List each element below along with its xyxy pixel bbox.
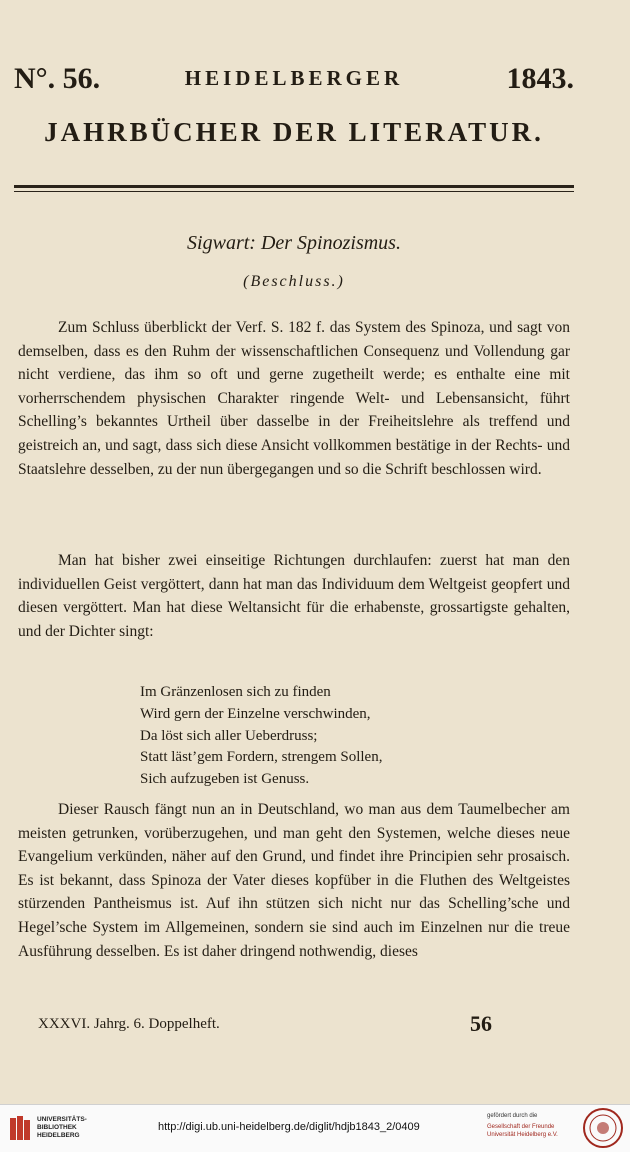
permalink-url[interactable]: http://digi.ub.uni-heidelberg.de/diglit/hdjb1843_2/0409 [158, 1121, 420, 1133]
signature-mark: XXXVI. Jahrg. 6. Doppelheft. [38, 1016, 220, 1032]
paragraph-3 [18, 798, 570, 963]
paragraph-2 [18, 549, 570, 643]
library-name-line: HEIDELBERG [37, 1132, 80, 1139]
sponsor-name[interactable] [487, 1123, 558, 1139]
poem-line: Sich aufzugeben ist Genuss. [140, 771, 310, 788]
library-name-line: BIBLIOTHEK [37, 1124, 77, 1131]
issue-year: 1843. [506, 62, 574, 95]
poem-line: Wird gern der Einzelne verschwinden, [140, 705, 371, 722]
article-subtitle: (Beschluss.) [243, 273, 345, 290]
paragraph-1-text: Zum Schluss überblickt der Verf. S. 182 f. das System des Spinoza, und sagt von demselben, dass es den Ruhm der wissenschaftlichen Consequenz und Vollendung gar nicht verdiene, das ihm so oft und gerne zugetheilt werde; es enthalte eine mit vorherrschendem physischen Charakter ringende Welt- und Lebensansicht, führt Schelling’s bekanntes Urtheil über dasselbe in der Freiheitslehre als treffend und geistreich an, und sagt, dass sich diese Ansicht vollkommen bestätige in der Rechts- und Staatslehre desselben, zu der nun übergegangen und so die Schrift beschlossen wird. [18, 319, 570, 478]
paragraph-3-text: Dieser Rausch fängt nun an in Deutschland, wo man aus dem Taumelbecher am meisten getrunken, vorüberzugehen, und man geht den Systemen, welche dieses neue Evangelium verkünden, näher auf den Grund, und findet ihre Principien sehr prosaisch. Es ist bekannt, dass Spinoza der Vater dieses kopfüber in die Fluthen des Weltgeistes stürzenden Pantheismus ist. Auf ihn stützen sich nicht nur das Schelling’sche und Hegel’sche System im Allgemeinen, sondern sie sind auch im Einzelnen nur die treue Ausführung desselben. Es ist daher dringend nothwendig, dieses [18, 801, 570, 960]
library-logo-icon[interactable] [8, 1114, 32, 1144]
sponsor-name-line: Gesellschaft der Freunde [487, 1124, 555, 1130]
page-footer [38, 1013, 568, 1043]
poem-line: Statt läst’gem Fordern, strengem Sollen, [140, 749, 383, 766]
footer-page-number: 56 [470, 1011, 492, 1036]
poem-line: Im Gränzenlosen sich zu finden [140, 684, 331, 700]
issue-number: N°. 56. [14, 62, 101, 95]
journal-title-line2: JAHRBÜCHER DER LITERATUR. [44, 117, 544, 147]
paragraph-1 [18, 316, 570, 481]
university-seal-icon [582, 1107, 624, 1149]
paragraph-2-text: Man hat bisher zwei einseitige Richtungen durchlaufen: zuerst hat man den individuellen Geist vergöttert, dann hat man das Individuum dem Weltgeist geopfert und diesen vergöttert. Man hat diese Weltansicht für die erhabenste, grossartigste gehalten, und der Dichter singt: [18, 552, 570, 640]
article-title: Sigwart: Der Spinozismus. [187, 232, 401, 254]
journal-title-line1: HEIDELBERGER [184, 66, 404, 90]
sponsor-name-line: Universität Heidelberg e.V. [487, 1132, 558, 1138]
digitization-footer-bar [0, 1104, 630, 1152]
library-name-line: UNIVERSITÄTS- [37, 1116, 87, 1123]
journal-header [14, 62, 574, 102]
sponsor-prefix: gefördert durch die [487, 1113, 538, 1119]
poem-line: Da löst sich aller Ueberdruss; [140, 727, 318, 744]
poem-quote [140, 682, 540, 791]
library-name [37, 1116, 87, 1140]
header-rule [14, 185, 574, 192]
